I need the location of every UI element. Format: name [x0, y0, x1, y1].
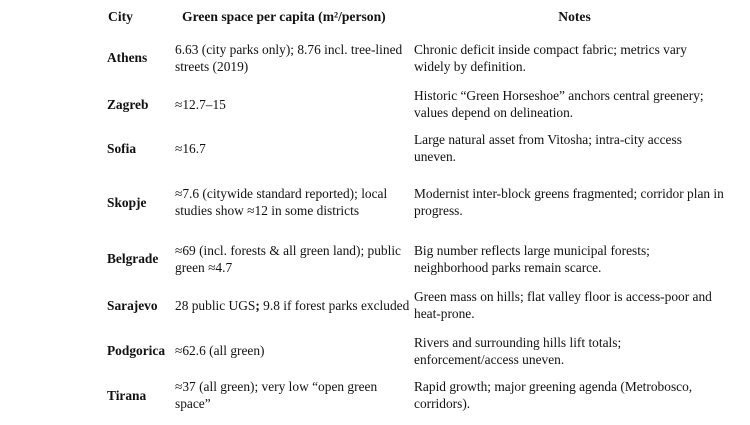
city-cell: Athens: [107, 50, 148, 65]
green-space-separator: ;: [255, 297, 260, 313]
green-space-cell: ≈7.6 (citywide standard reported); local studies show ≈12 in some districts: [175, 186, 388, 218]
green-space-cell: ≈62.6 (all green): [175, 343, 265, 358]
notes-cell: Chronic deficit inside compact fabric; metrics vary widely by definition.: [414, 41, 687, 74]
city-cell: Sofia: [107, 140, 137, 156]
notes-cell: Rapid growth; major greening agenda (Metrobosco, corridors).: [414, 379, 693, 411]
green-space-cell: ≈69 (incl. forests & all green land); public green ≈4.7: [175, 242, 401, 275]
notes-cell: Green mass on hills; flat valley floor is access-poor and heat-prone.: [414, 289, 712, 321]
table-row: [104, 373, 724, 417]
header-notes: Notes: [558, 9, 591, 24]
notes-cell: Large natural asset from Vitosha; intra-city access uneven.: [414, 132, 682, 164]
notes-cell: Rivers and surrounding hills lift totals; enforcement/access uneven.: [414, 334, 622, 367]
table-row: [104, 34, 724, 81]
city-cell: Tirana: [107, 387, 147, 403]
city-cell: Skopje: [107, 194, 147, 210]
table-row: [104, 81, 724, 127]
city-cell: Sarajevo: [107, 297, 158, 313]
header-green-space: Green space per capita (m²/person): [182, 9, 386, 24]
city-cell: Belgrade: [107, 251, 159, 266]
green-space-cell: ≈37 (all green); very low “open green space”: [175, 379, 378, 411]
table-row: [104, 328, 724, 373]
city-cell: Podgorica: [107, 343, 166, 358]
notes-cell: Modernist inter-block greens fragmented; corridor plan in progress.: [414, 186, 724, 218]
notes-cell: Historic “Green Horseshoe” anchors central greenery; values depend on delineation.: [414, 88, 704, 120]
header-city: City: [108, 9, 133, 24]
green-space-cell: 6.63 (city parks only); 8.76 incl. tree-lined streets (2019): [175, 41, 403, 74]
green-space-cell: ≈12.7–15: [175, 96, 226, 112]
table-row: [104, 169, 724, 235]
green-space-cell: [175, 297, 411, 314]
green-space-public-ugs: 28 public UGS: [175, 297, 256, 313]
table-header-row: [104, 8, 724, 34]
green-space-cell: ≈16.7: [175, 140, 206, 156]
green-space-table: [104, 8, 724, 417]
green-space-forest-excluded: 9.8 if forest parks excluded: [259, 297, 410, 313]
city-cell: Zagreb: [107, 96, 149, 112]
notes-cell: Big number reflects large municipal forests; neighborhood parks remain scarce.: [414, 242, 650, 275]
table-row: [104, 235, 724, 282]
table-row: [104, 282, 724, 328]
table-row: [104, 127, 724, 169]
